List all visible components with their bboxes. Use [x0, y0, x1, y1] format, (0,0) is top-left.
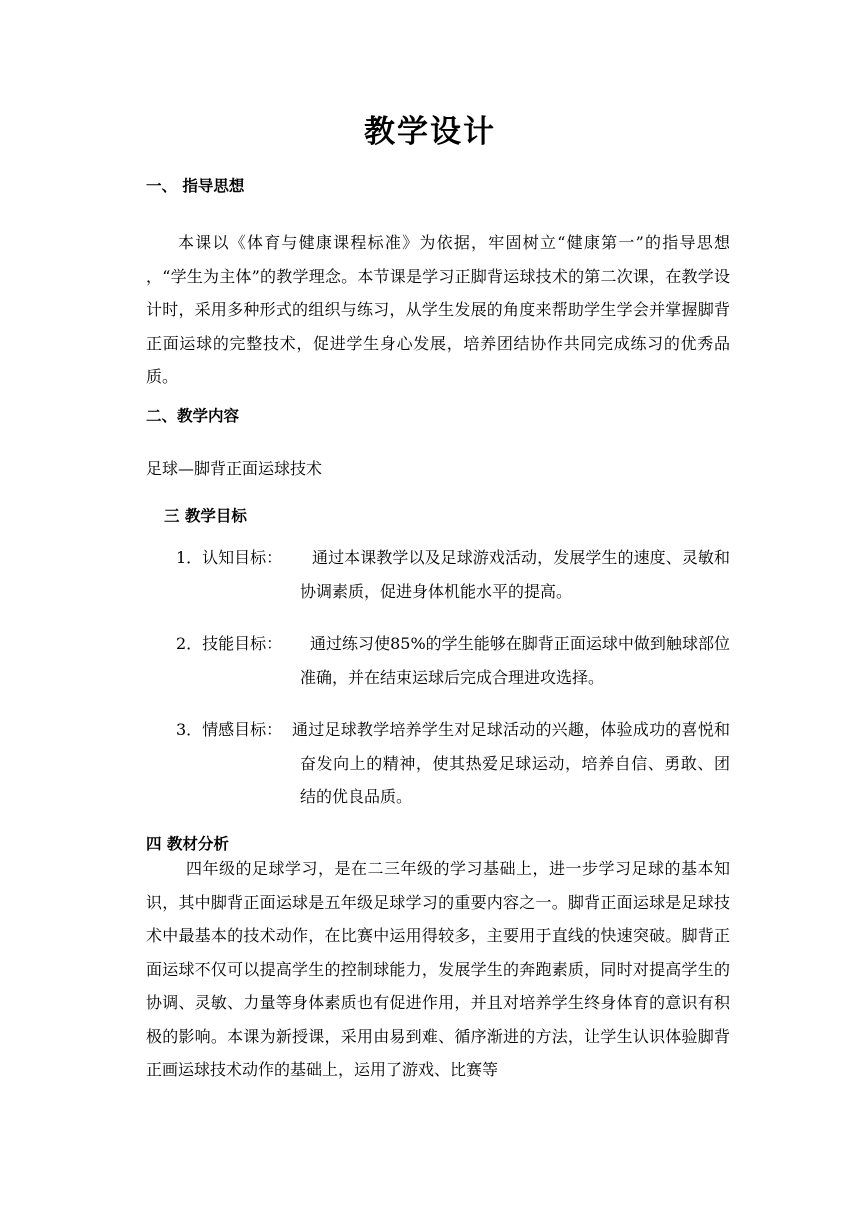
material-analysis-paragraph: 四年级的足球学习，是在二三年级的学习基础上，进一步学习足球的基本知识，其中脚背正面运球是五年级足球学习的重要内容之一。脚背正面运球是足球技术中最基本的技术动作，在比赛中运用得较多，主要用于直线的快速突破。脚背正面运球不仅可以提高学生的控制球能力，发展学生的奔跑素质，同时对提高学生的协调、灵敏、力量等身体素质也有促进作用，并且对培养学生终身体育的意识有积极的影响。本课为新授课，采用由易到难、循序渐进的方法，让学生认识体验脚背正画运球技术动作的基础上，运用了游戏、比赛等: [146, 859, 730, 1079]
goal-label: 2．技能目标：: [176, 634, 283, 653]
section-heading-material-analysis: 四 教材分析: [146, 835, 229, 853]
goal-emotional: [176, 713, 730, 814]
goal-label: 3．情感目标：: [176, 720, 283, 739]
goal-text-body: 通过足球教学培养学生对足球活动的兴趣，体验成功的喜悦和奋发向上的精神，使其热爱足球运动，培养自信、勇敢、团结的优良品质。: [292, 720, 730, 806]
section-heading-teaching-goals: 三 教学目标: [164, 507, 247, 525]
goal-skill: [176, 627, 730, 694]
page-title: 教学设计: [364, 114, 496, 150]
teaching-content-text: 足球—脚背正面运球技术: [146, 459, 323, 478]
goal-text-body: 通过练习使85%的学生能够在脚背正面运球中做到触球部位准确，并在结束运球后完成合理进攻选择。: [300, 634, 730, 687]
goal-cognitive: [176, 541, 730, 608]
goal-text-body: 通过本课教学以及足球游戏活动，发展学生的速度、灵敏和协调素质，促进身体机能水平的提高。: [300, 548, 730, 601]
goal-label: 1．认知目标：: [176, 548, 283, 567]
section-heading-teaching-content: 二、教学内容: [146, 407, 240, 425]
guiding-ideology-paragraph: 本课以《体育与健康课程标准》为依据，牢固树立“健康第一”的指导思想 ，“学生为主体”的教学理念。本节课是学习正脚背运球技术的第二次课，在教学设计时，采用多种形式的组织与练习，从学生发展的角度来帮助学生学会并掌握脚背正面运球的完整技术，促进学生身心发展，培养团结协作共同完成练习的优秀品质。: [146, 233, 730, 386]
section-heading-guiding-ideology: 一、 指导思想: [146, 177, 245, 195]
